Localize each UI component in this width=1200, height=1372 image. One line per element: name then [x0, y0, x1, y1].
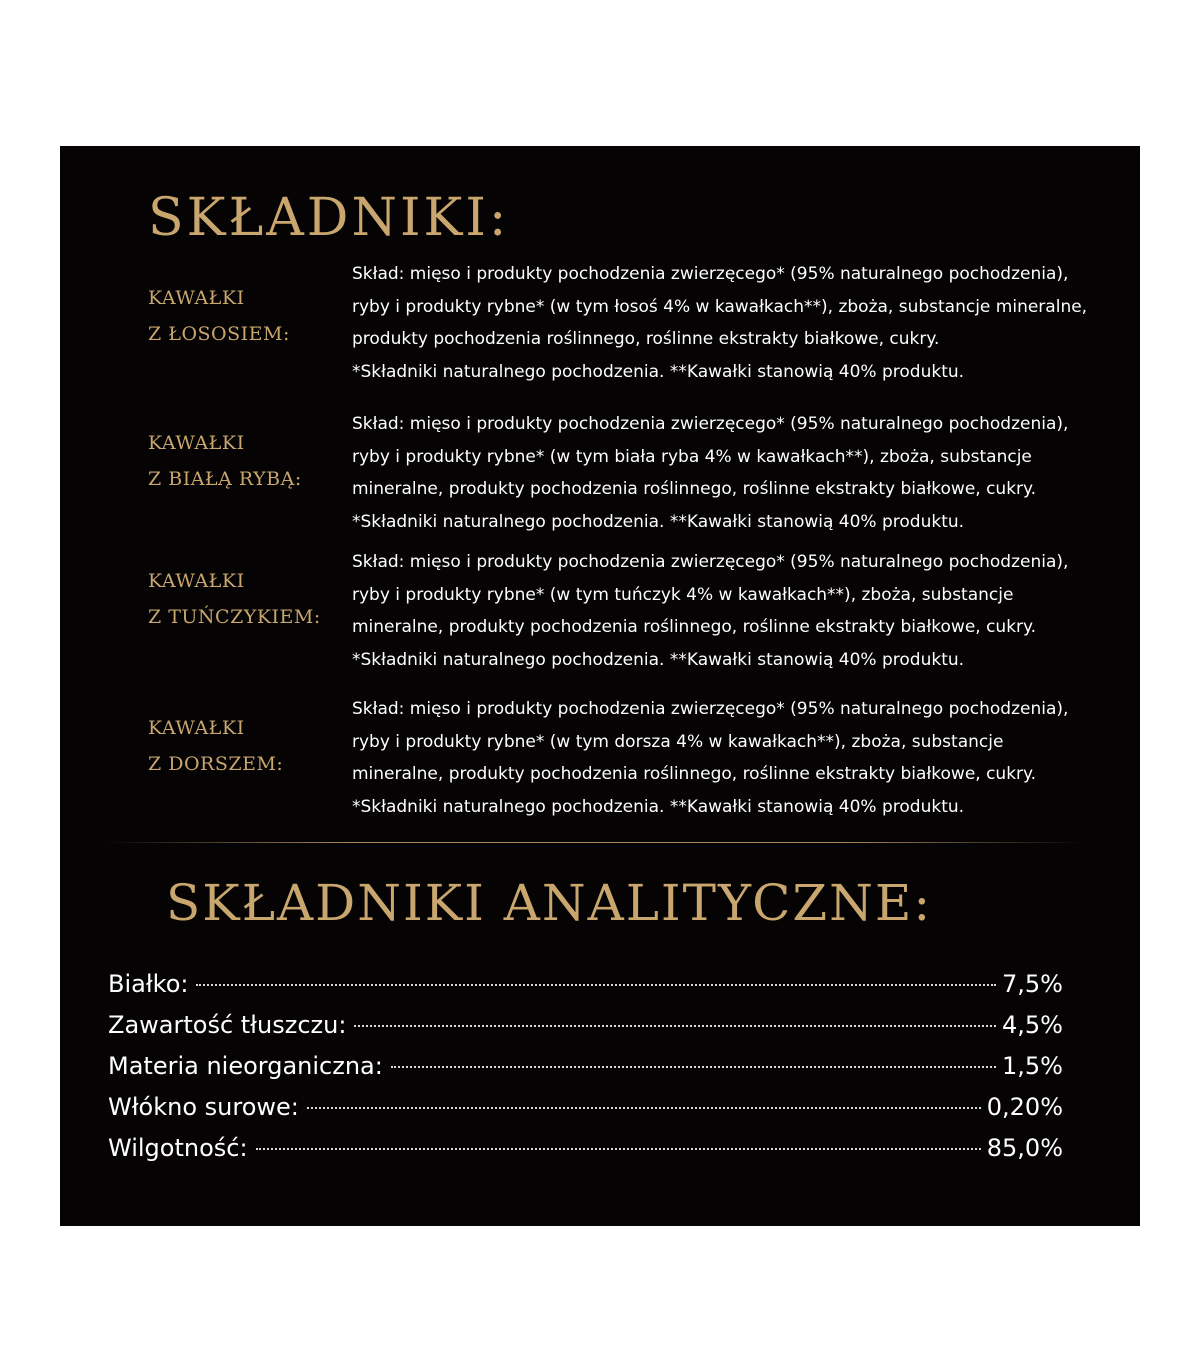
variant-composition	[352, 546, 1122, 676]
analytic-value: 7,5%	[1002, 970, 1063, 998]
variant-label-line2: Z BIAŁĄ RYBĄ:	[148, 468, 302, 490]
variant-label-line1: KAWAŁKI	[148, 287, 245, 309]
composition-line: ryby i produkty rybne* (w tym tuńczyk 4% w kawałkach**), zboża, substancje	[352, 584, 1014, 605]
composition-line: Skład: mięso i produkty pochodzenia zwierzęcego* (95% naturalnego pochodzenia),	[352, 699, 1069, 719]
ingredients-panel	[60, 146, 1140, 1226]
composition-line: produkty pochodzenia roślinnego, roślinne ekstrakty białkowe, cukry.	[352, 329, 940, 349]
analytic-row-fibre	[108, 1087, 1063, 1128]
composition-line: ryby i produkty rybne* (w tym łosoś 4% w kawałkach**), zboża, substancje mineralne,	[352, 296, 1088, 317]
composition-footnote: *Składniki naturalnego pochodzenia. **Kawałki stanowią 40% produktu.	[352, 361, 965, 382]
ingredients-title: SKŁADNIKI:	[148, 188, 510, 248]
variant-label	[148, 280, 338, 352]
analytic-row-moisture	[108, 1128, 1063, 1169]
variant-label	[148, 563, 338, 635]
dot-leader	[307, 1107, 981, 1109]
analytic-row-fat	[108, 1005, 1063, 1046]
composition-footnote: *Składniki naturalnego pochodzenia. **Kawałki stanowią 40% produktu.	[352, 796, 965, 817]
variant-label	[148, 425, 338, 497]
composition-footnote: *Składniki naturalnego pochodzenia. **Kawałki stanowią 40% produktu.	[352, 649, 965, 670]
analytic-name: Białko:	[108, 970, 189, 998]
analytic-name: Włókno surowe:	[108, 1093, 299, 1121]
analytic-value: 85,0%	[986, 1134, 1063, 1162]
composition-footnote: *Składniki naturalnego pochodzenia. **Kawałki stanowią 40% produktu.	[352, 511, 965, 532]
variant-label-line2: Z ŁOSOSIEM:	[148, 323, 290, 345]
section-divider	[105, 842, 1085, 843]
analytic-row-protein	[108, 964, 1063, 1005]
variant-label-line1: KAWAŁKI	[148, 432, 245, 454]
variant-label-line1: KAWAŁKI	[148, 570, 245, 592]
variant-label-line2: Z DORSZEM:	[148, 753, 284, 775]
composition-line: ryby i produkty rybne* (w tym biała ryba 4% w kawałkach**), zboża, substancje	[352, 446, 1032, 467]
variant-label	[148, 710, 338, 782]
composition-line: ryby i produkty rybne* (w tym dorsza 4% w kawałkach**), zboża, substancje	[352, 731, 1004, 752]
analytic-row-ash	[108, 1046, 1063, 1087]
dot-leader	[354, 1025, 996, 1027]
analytic-title: SKŁADNIKI ANALITYCZNE:	[166, 874, 933, 932]
analytic-name: Wilgotność:	[108, 1134, 248, 1162]
variant-label-line1: KAWAŁKI	[148, 717, 245, 739]
composition-line: mineralne, produkty pochodzenia roślinnego, roślinne ekstrakty białkowe, cukry.	[352, 617, 1037, 637]
dot-leader	[196, 984, 996, 986]
composition-line: Skład: mięso i produkty pochodzenia zwierzęcego* (95% naturalnego pochodzenia),	[352, 414, 1069, 434]
composition-line: Skład: mięso i produkty pochodzenia zwierzęcego* (95% naturalnego pochodzenia),	[352, 552, 1069, 572]
variant-composition	[352, 408, 1122, 538]
variant-composition	[352, 693, 1122, 823]
variant-composition	[352, 258, 1122, 388]
composition-line: Skład: mięso i produkty pochodzenia zwierzęcego* (95% naturalnego pochodzenia),	[352, 264, 1069, 284]
analytic-value: 4,5%	[1002, 1011, 1063, 1039]
dot-leader	[256, 1148, 981, 1150]
composition-line: mineralne, produkty pochodzenia roślinnego, roślinne ekstrakty białkowe, cukry.	[352, 764, 1037, 784]
variant-label-line2: Z TUŃCZYKIEM:	[148, 606, 321, 628]
analytic-list	[108, 964, 1063, 1169]
dot-leader	[391, 1066, 996, 1068]
analytic-value: 1,5%	[1002, 1052, 1063, 1080]
analytic-name: Zawartość tłuszczu:	[108, 1011, 347, 1039]
analytic-name: Materia nieorganiczna:	[108, 1052, 383, 1080]
analytic-value: 0,20%	[986, 1093, 1063, 1121]
composition-line: mineralne, produkty pochodzenia roślinnego, roślinne ekstrakty białkowe, cukry.	[352, 479, 1037, 499]
